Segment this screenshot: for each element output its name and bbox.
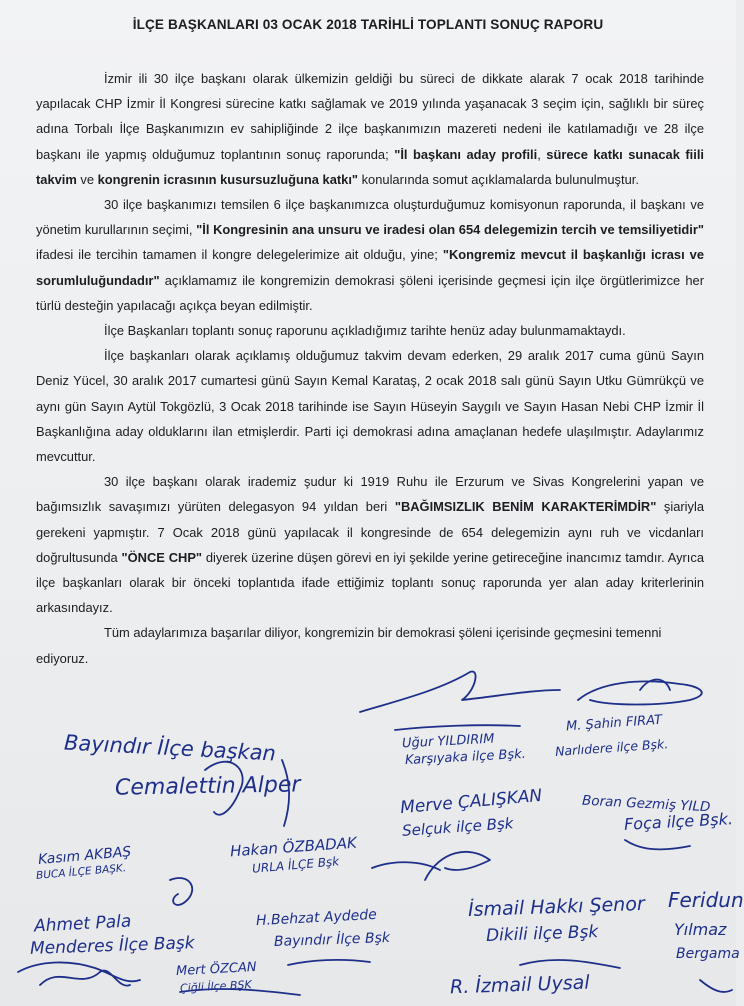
signature-ahmet-name: Ahmet Pala	[33, 911, 132, 937]
signature-feridun-name: Feridun	[668, 888, 744, 912]
signature-feridun-line3: Bergama	[676, 946, 740, 962]
signature-riza-name: R. İzmail Uysal	[449, 971, 590, 999]
ugur-signature-underline	[395, 725, 520, 730]
signature-ugur-role: Karşıyaka ilçe Bşk.	[404, 746, 527, 769]
signature-boran-name: Boran Gezmiş YILD	[581, 792, 711, 816]
feridun-signature-stroke	[700, 980, 732, 992]
signature-boran-role: Foça ilçe Bşk.	[623, 809, 734, 834]
p1-text-1: İzmir ili 30 ilçe başkanı olarak ülkemizin geldiği bu süreci de dikkate alarak 7 ocak 2018 tarihinde yapılacak CHP İzmir İl Kongresi sürecine katkı sağlamak ve 2019 yılında yaşanacak 3 seçim için, sağlıklı bir süreç adına Torbalı İlçe Başkanımızın ev sahipliğinde 2 ilçe başkanımızın mazereti nedeni ile katılamadığı ve 28 ilçe başkanı ile yapmış olduğumuz toplantının sonuç raporunda;	[36, 71, 704, 162]
signature-baydir-line2: Cemalettin Alper	[114, 772, 301, 801]
ugur-signature-stroke	[360, 672, 560, 712]
p5-bold-2: "ÖNCE CHP"	[121, 549, 203, 565]
p1-bold-1: "İl başkanı aday profili	[394, 146, 538, 162]
boran-signature-stroke	[625, 840, 690, 849]
signature-ahmet-role: Menderes İlçe Başk	[29, 933, 195, 959]
signature-merve-name: Merve ÇALIŞKAN	[399, 785, 543, 819]
report-title: İLÇE BAŞKANLARI 03 OCAK 2018 TARİHLİ TOPLANTI SONUÇ RAPORU	[132, 17, 604, 32]
p2-bold-2: "Kongremiz mevcut il başkanlığı icrası ve sorumluluğundadır"	[36, 247, 704, 288]
p5-text-1: 30 ilçe başkanı olarak irademiz şudur ki 1919 Ruhu ile Erzurum ve Sivas Kongrelerini yapan ve bağımsızlık savaşımızı yürüten delegasyon 94 yıldan beri	[36, 474, 704, 515]
hakan-signature-stroke	[372, 862, 440, 870]
signature-feridun-line2: Yılmaz	[674, 920, 727, 939]
p2-bold-1: "İl Kongresinin ana unsuru ve iradesi olan 654 delegemizin tercih ve temsiliyetidir"	[196, 222, 704, 238]
signature-hakan-name: Hakan ÖZBADAK	[229, 833, 358, 861]
signature-sahin-name: M. Şahin FIRAT	[565, 712, 663, 735]
p2-text-2: ifadesi ile tercihin tamamen il kongre delegelerimize ait olduğu, yine;	[36, 247, 443, 263]
p5-text-3: diyerek üzerine düşen görevi en iyi şekilde yerine getireceğine inancımız tamdır. Ayrıca ilçe başkanları olarak bir önceki toplantıda ifade ettiğimiz toplantı sonuç raporunda yer alan aday kriterlerinin arkasındayız.	[36, 549, 705, 616]
kasim-signature-stroke	[170, 878, 192, 905]
p5-bold-1: "BAĞIMSIZLIK BENİM KARAKTERİMDİR"	[394, 499, 657, 515]
p1-text-2: ,	[537, 146, 547, 162]
signature-ismail-name: İsmail Hakkı Şenor	[467, 892, 646, 922]
signature-ugur-name: Uğur YILDIRIM	[401, 731, 495, 752]
signature-behzat-role: Bayındır İlçe Bşk	[273, 929, 391, 951]
riza-signature-stroke	[520, 960, 620, 968]
signature-baydir-line1: Bayındır İlçe başkan	[63, 730, 277, 766]
sahin-signature-stroke	[578, 681, 702, 704]
merve-signature-stroke	[425, 852, 490, 880]
p1-bold-2: sürece katkı sunacak fiili takvim	[36, 146, 704, 187]
signature-merve-role: Selçuk ilçe Bşk	[401, 814, 514, 840]
behzat-signature-stroke	[288, 960, 370, 965]
signature-ismail-role: Dikili ilçe Bşk	[485, 922, 599, 946]
signature-kasim-role: BUCA İLÇE BAŞK.	[35, 862, 127, 882]
p2-text-3: açıklamamız ile kongremizin demokrasi şöleni içerisinde geçmesi için ilçe örgütlerimizce her türlü desteğin yapılacağı açıkça beyan edilmiştir.	[36, 272, 704, 313]
p1-text-4: konularında somut açıklamalarda bulunulmuştur.	[358, 171, 639, 187]
p2-text-1: 30 ilçe başkanımızı temsilen 6 ilçe başkanımızca oluşturduğumuz komisyonun raporunda, il başkanı ve yönetim kurullarının seçimi,	[36, 197, 704, 238]
signature-behzat-name: H.Behzat Aydede	[255, 906, 378, 930]
paragraph-4: İlçe başkanları olarak açıklamış olduğumuz takvim devam ederken, 29 aralık 2017 cuma günü Sayın Deniz Yücel, 30 aralık 2017 cumartesi günü Sayın Kemal Karataş, 2 ocak 2018 salı günü Sayın Utku Gümrükçü ve aynı gün Sayın Aytül Tokgözlü, 3 Ocak 2018 tarihinde ise Sayın Hüseyin Saygılı ve Sayın Hasan Nebi CHP İzmir İl Başkanlığına aday olduklarını ilan etmişlerdir. Parti içi demokrasi adına amaçlanan hedefe ulaşılmıştır. Adaylarımız mevcuttur.	[36, 348, 704, 465]
paragraph-6: Tüm adaylarımıza başarılar diliyor, kongremizin bir demokrasi şöleni içerisinde geçmesini temenni ediyoruz.	[36, 625, 662, 666]
signature-kasim-name: Kasım AKBAŞ	[37, 843, 132, 869]
signature-mert-name: Mert ÖZCAN	[175, 959, 257, 980]
p1-text-3: ve	[76, 171, 98, 187]
signature-sahin-role: Narlıdere ilçe Bşk.	[554, 736, 669, 759]
p5-text-2: şiariyla gerekeni yapmıştır. 7 Ocak 2018 günü yapılacak il kongresinde de 654 delegemizin aynı ruh ve vicdanları doğrultusunda	[36, 499, 704, 565]
signature-mert-role: Çiğli İlçe BŞK	[179, 978, 252, 995]
signature-hakan-role: URLA İLÇE Bşk	[251, 854, 340, 876]
p1-bold-3: kongrenin icrasının kusursuzluğuna katkı"	[97, 171, 359, 187]
paragraph-3: İlçe Başkanları toplantı sonuç raporunu açıkladığımız tarihte henüz aday bulunmamaktaydı.	[104, 323, 626, 339]
